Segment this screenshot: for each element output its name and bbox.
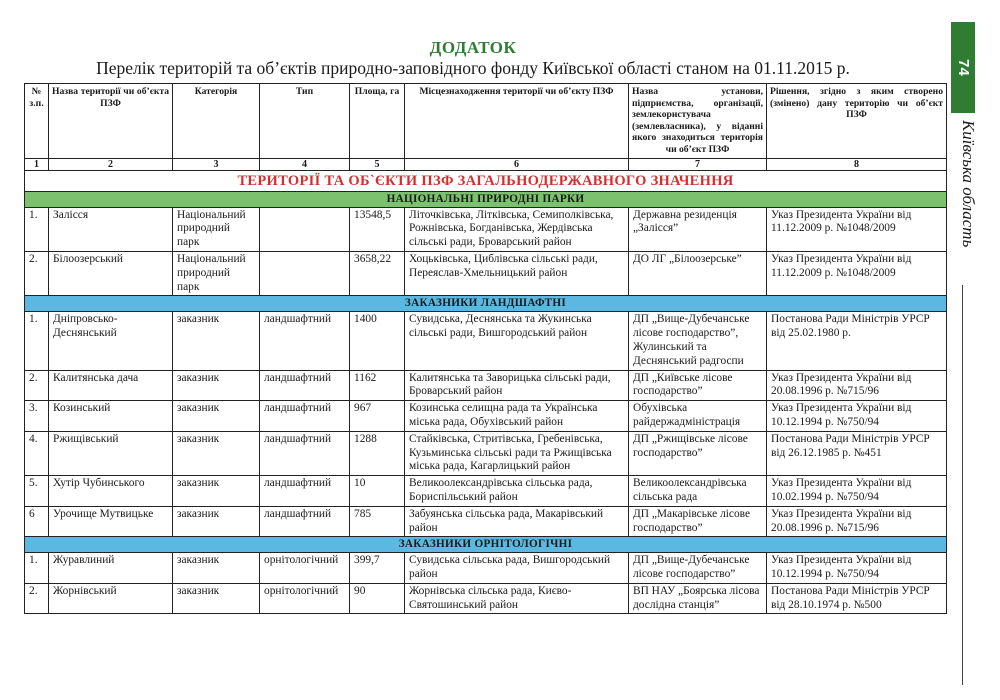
- main-section-row: [25, 170, 947, 191]
- table-cell: Хутір Чубинського: [49, 476, 173, 507]
- table-cell: Указ Президента України від 11.12.2009 р. №1048/2009: [767, 251, 947, 295]
- table-cell: ДП „Вище-Дубечанське лісове господарство”, Жулинський та Деснянський радгоспи: [629, 312, 767, 370]
- table-cell: Козинський: [49, 401, 173, 432]
- table-cell: Урочище Мутвицьке: [49, 506, 173, 537]
- page-number-tab: [951, 22, 975, 113]
- table-cell: ландшафтний: [260, 431, 350, 475]
- table-row: [25, 251, 947, 295]
- region-side-label: Київська область: [959, 120, 978, 248]
- column-number: 6: [405, 158, 629, 170]
- table-cell: Державна резиденція „Залісся”: [629, 207, 767, 251]
- column-header: Назва установи, підприємства, організації, землекористувача (землевласника), у віданні якого знаходиться територія чи об’єкт ПЗФ: [629, 84, 767, 159]
- table-cell: 10: [350, 476, 405, 507]
- table-cell: ДО ЛГ „Білоозерське”: [629, 251, 767, 295]
- table-cell: 1.: [25, 312, 49, 370]
- table-cell: Постанова Ради Міністрів УРСР від 26.12.1985 р. №451: [767, 431, 947, 475]
- table-cell: орнітологічний: [260, 583, 350, 614]
- table-cell: Калитянська дача: [49, 370, 173, 401]
- column-number-row: [25, 158, 947, 170]
- table-cell: Білоозерський: [49, 251, 173, 295]
- table-cell: Журавлиний: [49, 553, 173, 584]
- table-cell: 967: [350, 401, 405, 432]
- table-cell: Обухівська райдержадміністрація: [629, 401, 767, 432]
- column-number: 5: [350, 158, 405, 170]
- table-cell: Сувидська сільська рада, Вишгородський район: [405, 553, 629, 584]
- table-cell: Жорнівська сільська рада, Києво-Святошинський район: [405, 583, 629, 614]
- table-cell: 2.: [25, 251, 49, 295]
- table-cell: 1162: [350, 370, 405, 401]
- document-subtitle: Перелік територій та об’єктів природно-заповідного фонду Київської області станом на 01.11.2015 р.: [96, 58, 850, 78]
- table-row: [25, 476, 947, 507]
- table-cell: Козинська селищна рада та Українська міська рада, Обухівський район: [405, 401, 629, 432]
- table-cell: заказник: [173, 312, 260, 370]
- table-row: [25, 553, 947, 584]
- table-cell: ландшафтний: [260, 370, 350, 401]
- table-cell: заказник: [173, 370, 260, 401]
- table-cell: заказник: [173, 553, 260, 584]
- table-cell: Постанова Ради Міністрів УРСР від 25.02.1980 р.: [767, 312, 947, 370]
- section-heading: ЗАКАЗНИКИ ОРНІТОЛОГІЧНІ: [25, 537, 947, 553]
- table-cell: Сувидська, Деснянська та Жукинська сільські ради, Вишгородський район: [405, 312, 629, 370]
- table-row: [25, 506, 947, 537]
- table-cell: заказник: [173, 431, 260, 475]
- table-cell: орнітологічний: [260, 553, 350, 584]
- table-cell: 5.: [25, 476, 49, 507]
- table-cell: 6: [25, 506, 49, 537]
- table-cell: Національний природний парк: [173, 207, 260, 251]
- section-heading-row: [25, 191, 947, 207]
- table-cell: 90: [350, 583, 405, 614]
- table-cell: Калитянська та Заворицька сільські ради, Броварський район: [405, 370, 629, 401]
- table-cell: 1.: [25, 207, 49, 251]
- table-cell: Указ Президента України від 10.12.1994 р. №750/94: [767, 553, 947, 584]
- table-cell: Ржищівський: [49, 431, 173, 475]
- column-header: Рішення, згідно з яким створено (змінено) дану територію чи об’єкт ПЗФ: [767, 84, 947, 159]
- section-heading: НАЦІОНАЛЬНІ ПРИРОДНІ ПАРКИ: [25, 191, 947, 207]
- table-cell: [260, 251, 350, 295]
- table-cell: 1288: [350, 431, 405, 475]
- table-cell: Указ Президента України від 20.08.1996 р. №715/96: [767, 370, 947, 401]
- column-header: Категорія: [173, 84, 260, 159]
- column-header: № з.п.: [25, 84, 49, 159]
- table-cell: заказник: [173, 583, 260, 614]
- column-number: 8: [767, 158, 947, 170]
- table-cell: Забуянська сільська рада, Макарівський район: [405, 506, 629, 537]
- table-cell: ландшафтний: [260, 312, 350, 370]
- section-heading: ЗАКАЗНИКИ ЛАНДШАФТНІ: [25, 296, 947, 312]
- column-header-row: [25, 84, 947, 159]
- table-cell: заказник: [173, 506, 260, 537]
- table-cell: Великоолександрівська сільська рада, Бориспільський район: [405, 476, 629, 507]
- table-cell: ландшафтний: [260, 476, 350, 507]
- table-row: [25, 207, 947, 251]
- table-cell: Залісся: [49, 207, 173, 251]
- table-cell: 2.: [25, 583, 49, 614]
- table-row: [25, 431, 947, 475]
- table-cell: заказник: [173, 476, 260, 507]
- column-number: 3: [173, 158, 260, 170]
- table-cell: Указ Президента України від 20.08.1996 р. №715/96: [767, 506, 947, 537]
- table-cell: 3658,22: [350, 251, 405, 295]
- table-cell: 785: [350, 506, 405, 537]
- section-heading-row: [25, 537, 947, 553]
- table-cell: 2.: [25, 370, 49, 401]
- table-cell: 4.: [25, 431, 49, 475]
- table-cell: 1.: [25, 553, 49, 584]
- table-cell: ландшафтний: [260, 401, 350, 432]
- table-cell: Національний природний парк: [173, 251, 260, 295]
- table-cell: Дніпровсько-Деснянський: [49, 312, 173, 370]
- table-cell: 13548,5: [350, 207, 405, 251]
- table-cell: ландшафтний: [260, 506, 350, 537]
- table-cell: 399,7: [350, 553, 405, 584]
- table-row: [25, 583, 947, 614]
- table-cell: Постанова Ради Міністрів УРСР від 28.10.1974 р. №500: [767, 583, 947, 614]
- column-header: Тип: [260, 84, 350, 159]
- column-number: 4: [260, 158, 350, 170]
- table-cell: ВП НАУ „Боярська лісова дослідна станція”: [629, 583, 767, 614]
- table-cell: Указ Президента України від 10.12.1994 р. №750/94: [767, 401, 947, 432]
- table-cell: ДП „Ржищівське лісове господарство”: [629, 431, 767, 475]
- table-cell: Хоцьківська, Циблівська сільські ради, Переяслав-Хмельницький район: [405, 251, 629, 295]
- main-section-heading: ТЕРИТОРІЇ ТА ОБ`ЄКТИ ПЗФ ЗАГАЛЬНОДЕРЖАВНОГО ЗНАЧЕННЯ: [25, 170, 947, 191]
- table-cell: 1400: [350, 312, 405, 370]
- table-cell: Указ Президента України від 11.12.2009 р. №1048/2009: [767, 207, 947, 251]
- table-cell: Великоолександрівська сільська рада: [629, 476, 767, 507]
- table-cell: 3.: [25, 401, 49, 432]
- table-cell: Літочківська, Літківська, Семиполківська, Рожнівська, Богданівська, Жердівська сільські ради, Броварський район: [405, 207, 629, 251]
- column-number: 7: [629, 158, 767, 170]
- column-number: 2: [49, 158, 173, 170]
- column-header: Назва території чи об’єкта ПЗФ: [49, 84, 173, 159]
- column-header: Місцезнаходження території чи об’єкту ПЗФ: [405, 84, 629, 159]
- protected-areas-table: [24, 83, 947, 614]
- table-cell: Стайківська, Стритівська, Гребенівська, Кузьминська сільські ради та Ржищівська міська рада, Кагарлицький район: [405, 431, 629, 475]
- table-row: [25, 401, 947, 432]
- table-cell: Указ Президента України від 10.02.1994 р. №750/94: [767, 476, 947, 507]
- table-cell: ДП „Вище-Дубечанське лісове господарство”: [629, 553, 767, 584]
- table-cell: [260, 207, 350, 251]
- side-divider: [962, 285, 963, 685]
- table-cell: заказник: [173, 401, 260, 432]
- table-row: [25, 370, 947, 401]
- table-cell: ДП „Макарівське лісове господарство”: [629, 506, 767, 537]
- section-heading-row: [25, 296, 947, 312]
- column-number: 1: [25, 158, 49, 170]
- page-number: 74: [954, 59, 972, 76]
- table-cell: Жорнівський: [49, 583, 173, 614]
- column-header: Площа, га: [350, 84, 405, 159]
- table-row: [25, 312, 947, 370]
- document-title: ДОДАТОК: [429, 38, 517, 57]
- table-cell: ДП „Київське лісове господарство”: [629, 370, 767, 401]
